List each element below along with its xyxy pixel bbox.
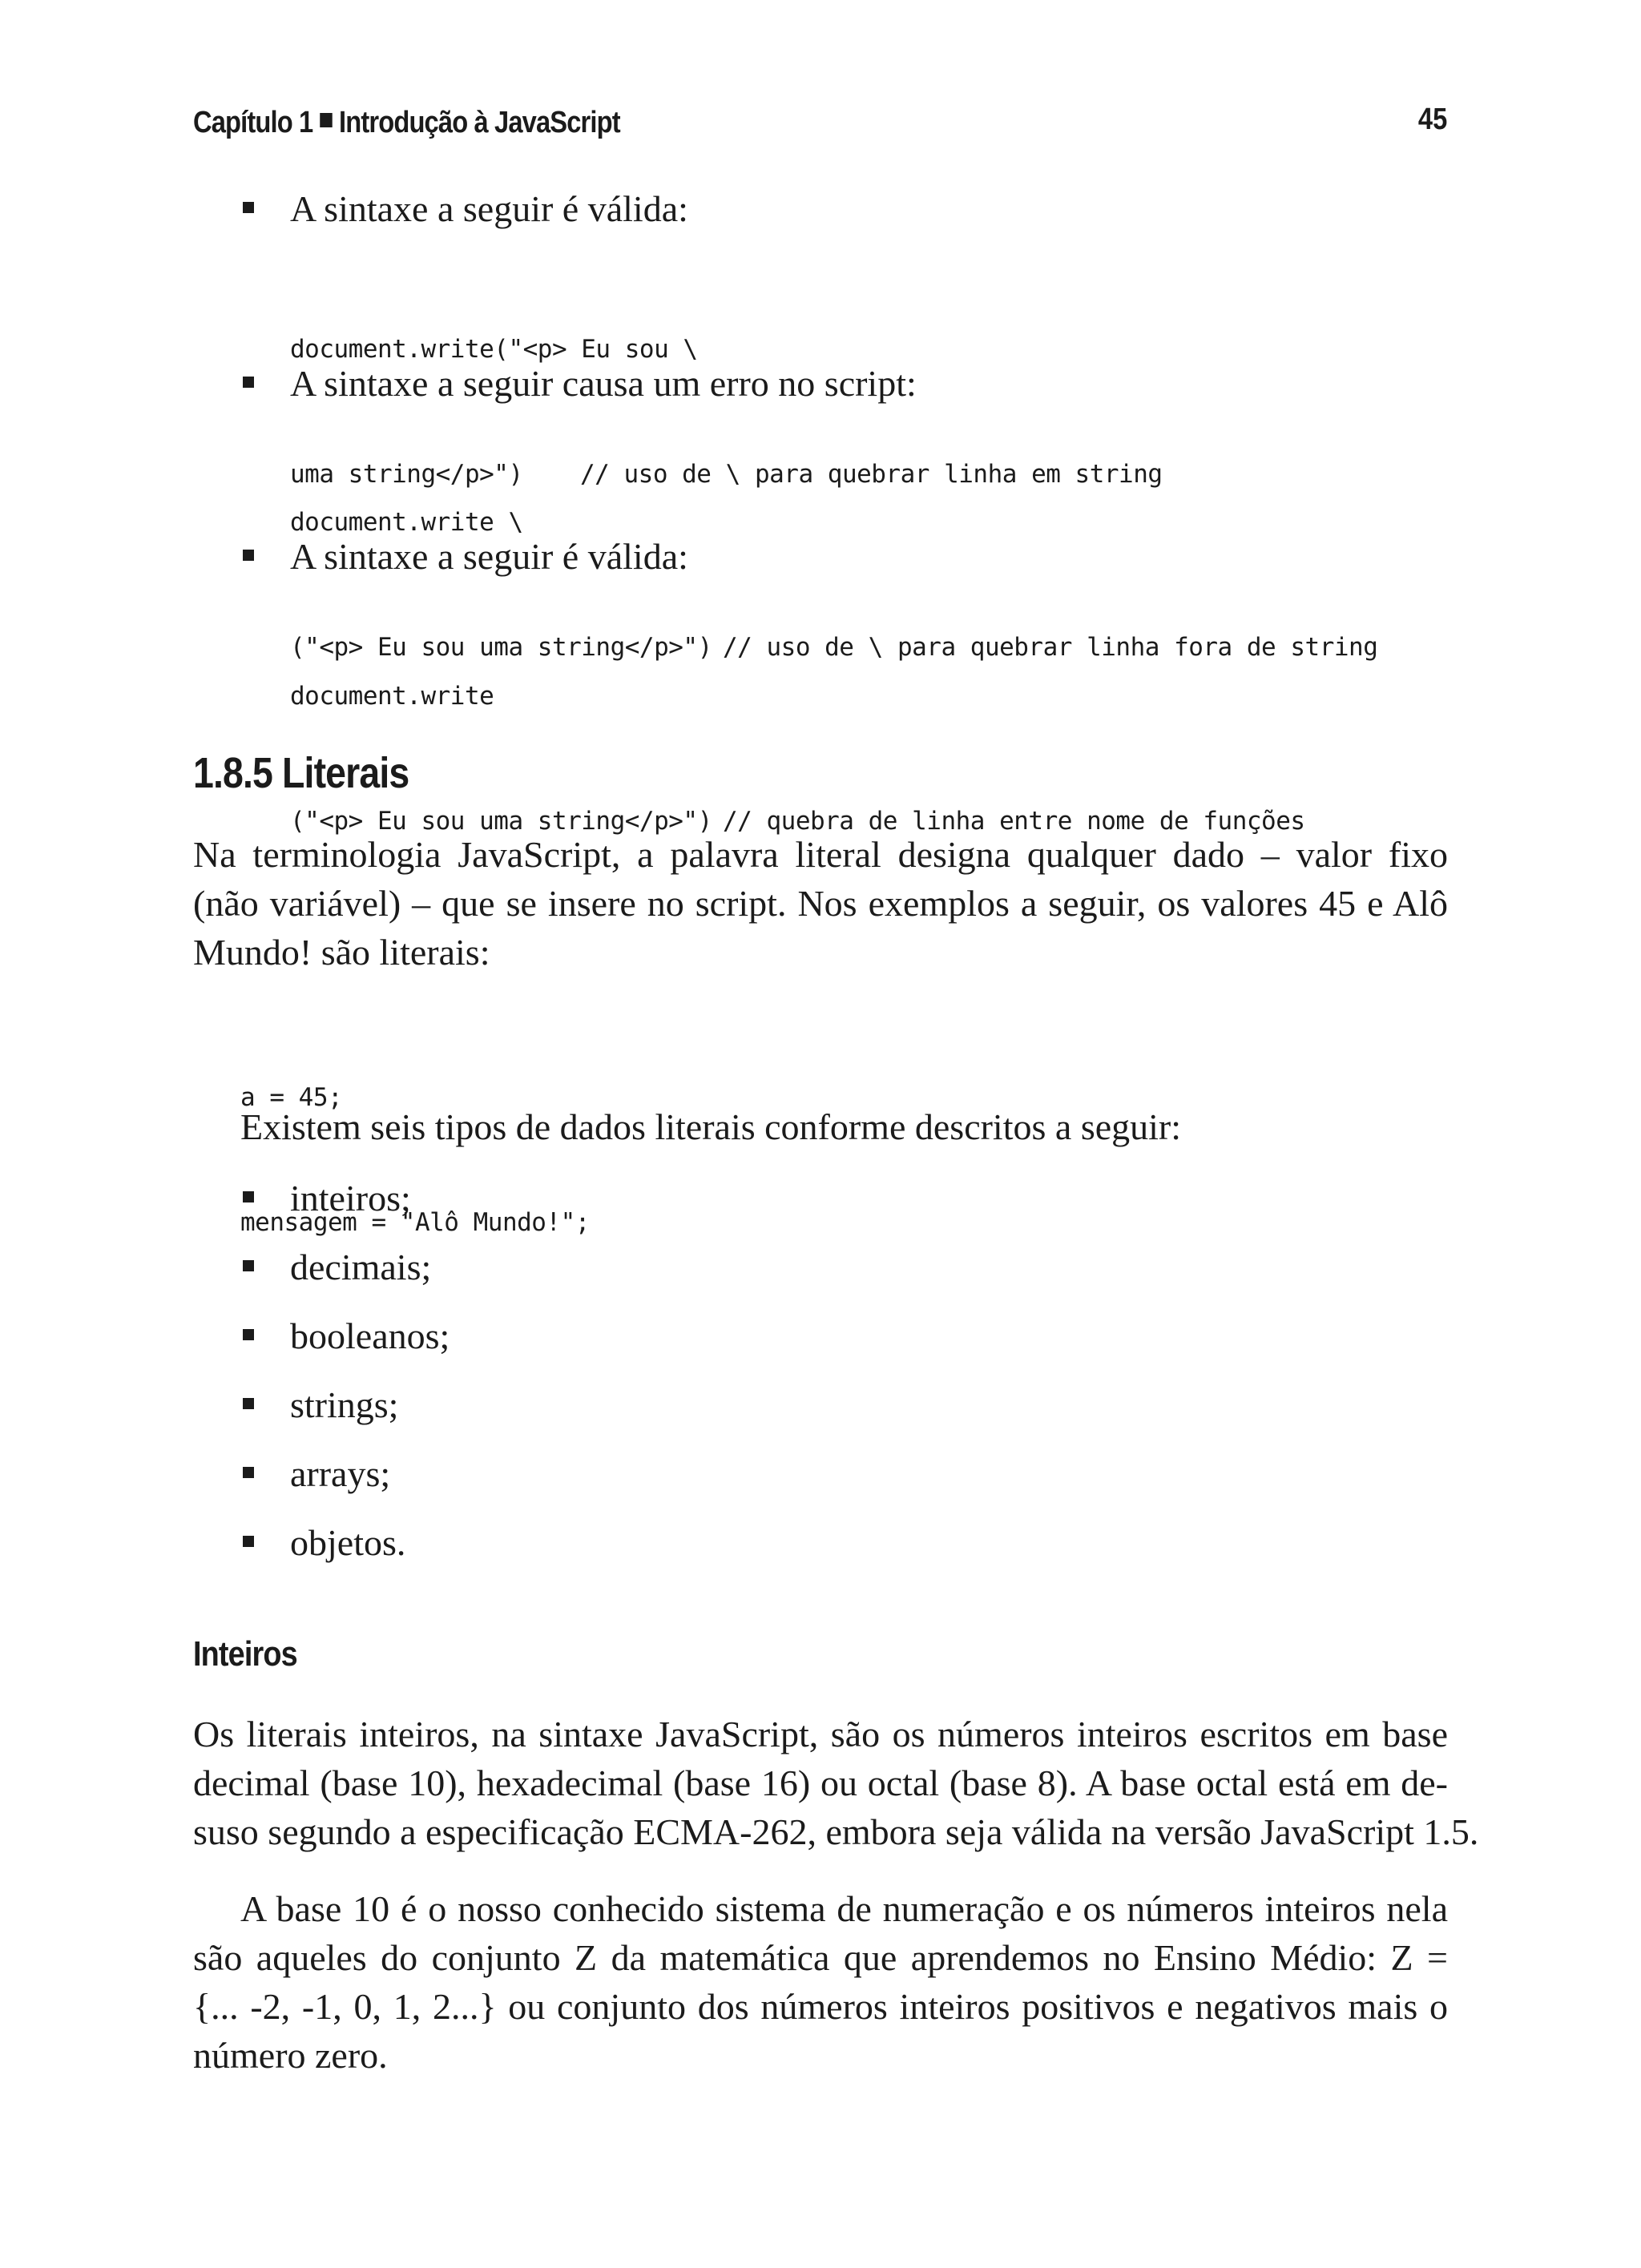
section-heading: 1.8.5 Literais <box>193 749 409 797</box>
paragraph-line: Mundo! são literais: <box>193 932 490 973</box>
running-header <box>193 106 620 140</box>
list-item: booleanos; <box>290 1315 450 1356</box>
list-item: objetos. <box>290 1522 406 1563</box>
square-bullet-icon <box>243 1329 254 1340</box>
code-line: mensagem = "Alô Mundo!"; <box>240 1208 590 1237</box>
paragraph-line: Os literais inteiros, na sintaxe JavaScript, são os números inteiros escritos em base <box>193 1714 1448 1754</box>
code-text: uma string</p>") <box>290 460 523 489</box>
page-number: 45 <box>1417 103 1447 136</box>
code-text: ("<p> Eu sou uma string</p>") <box>290 807 712 836</box>
code-text: document.write <box>290 682 494 711</box>
list-item: inteiros; <box>290 1178 411 1219</box>
list-item: strings; <box>290 1384 399 1425</box>
list-item: decimais; <box>290 1247 432 1287</box>
subsection-paragraph <box>193 1884 1448 2080</box>
code-comment: // uso de \ para quebrar linha em string <box>580 460 1163 489</box>
paragraph-line: A base 10 é o nosso conhecido sistema de numeração e os números inteiros nela <box>240 1888 1448 1929</box>
example-intro: A sintaxe a seguir causa um erro no script: <box>290 363 917 404</box>
square-bullet-icon <box>243 1191 254 1202</box>
square-bullet-icon <box>320 113 332 127</box>
square-bullet-icon <box>243 1467 254 1478</box>
chapter-title: Introdução à JavaScript <box>339 106 620 139</box>
chapter-label: Capítulo 1 <box>193 106 313 139</box>
types-intro: Existem seis tipos de dados literais conforme descritos a seguir: <box>240 1106 1182 1147</box>
paragraph-line: Na terminologia JavaScript, a palavra literal designa qualquer dado – valor fixo <box>193 834 1448 875</box>
paragraph-line: número zero. <box>193 2035 388 2076</box>
example-intro: A sintaxe a seguir é válida: <box>290 188 688 229</box>
square-bullet-icon <box>243 1536 254 1547</box>
paragraph-line: {... -2, -1, 0, 1, 2...} ou conjunto dos números inteiros positivos e negativos mais o <box>193 1986 1448 2027</box>
code-text: document.write("<p> Eu sou \ <box>290 335 698 364</box>
square-bullet-icon <box>243 1398 254 1409</box>
code-line <box>290 675 1305 717</box>
square-bullet-icon <box>243 377 254 388</box>
code-text: ("<p> Eu sou uma string</p>") <box>290 633 712 662</box>
example-intro: A sintaxe a seguir é válida: <box>290 536 688 577</box>
paragraph-line: suso segundo a especificação ECMA-262, embora seja válida na versão JavaScript 1.5. <box>193 1811 1479 1852</box>
code-line: a = 45; <box>240 1083 343 1112</box>
paragraph-line: (não variável) – que se insere no script. Nos exemplos a seguir, os valores 45 e Alô <box>193 883 1448 924</box>
square-bullet-icon <box>243 550 254 561</box>
code-text: document.write \ <box>290 508 523 537</box>
square-bullet-icon <box>243 202 254 213</box>
code-comment: // uso de \ para quebrar linha fora de string <box>723 633 1378 662</box>
list-item: arrays; <box>290 1453 391 1494</box>
paragraph-line: decimal (base 10), hexadecimal (base 16) ou octal (base 8). A base octal está em de- <box>193 1762 1448 1803</box>
paragraph-line: são aqueles do conjunto Z da matemática que aprendemos no Ensino Médio: Z = <box>193 1937 1448 1978</box>
section-paragraph <box>193 830 1448 977</box>
code-comment: // quebra de linha entre nome de funções <box>723 807 1305 836</box>
square-bullet-icon <box>243 1260 254 1271</box>
subsection-paragraph <box>193 1710 1479 1856</box>
subsection-heading: Inteiros <box>193 1634 297 1674</box>
